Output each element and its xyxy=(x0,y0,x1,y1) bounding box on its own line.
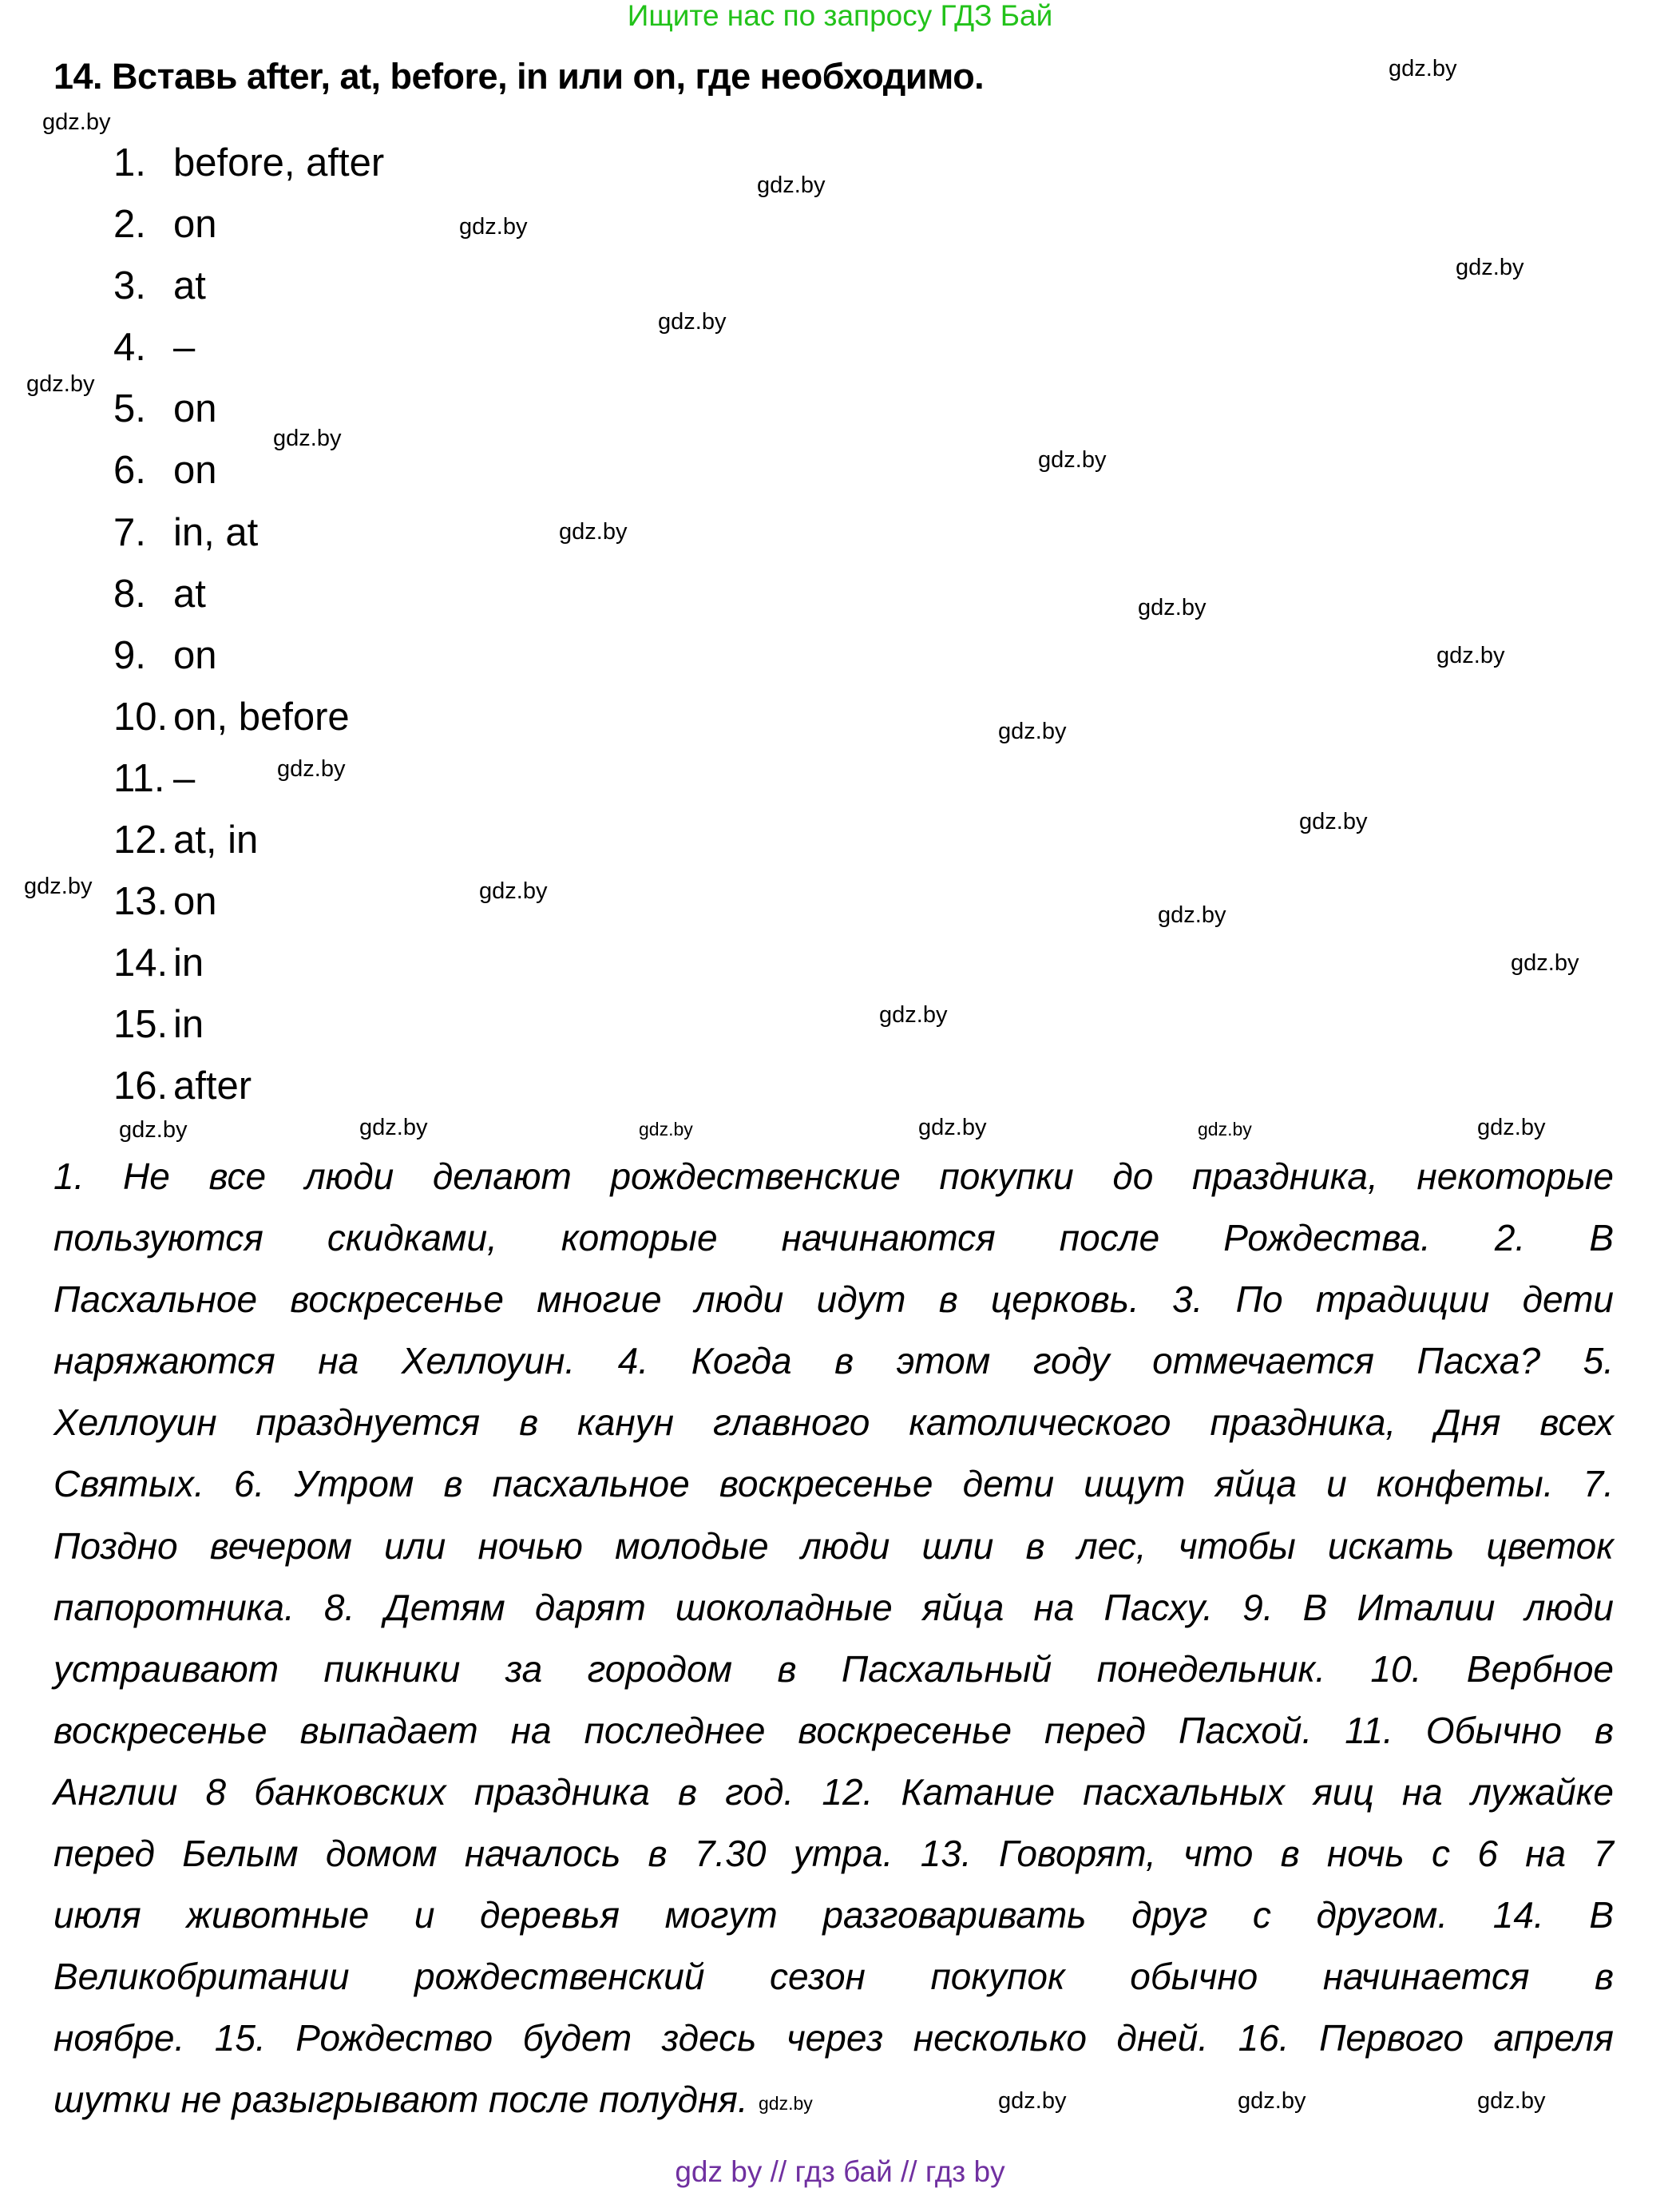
watermark: gdz.by xyxy=(42,109,111,135)
answer-number: 2. xyxy=(113,203,146,247)
answer-number: 15. xyxy=(113,1003,168,1047)
answer-item xyxy=(113,871,384,933)
answer-item xyxy=(113,133,384,194)
translation-line: Великобритании рождественский сезон покупок обычно начинается в xyxy=(53,1956,1614,1998)
answer-number: 7. xyxy=(113,510,146,554)
exercise-title: 14. Вставь after, at, before, in или on, где необходимо. xyxy=(53,56,985,97)
watermark: gdz.by xyxy=(1456,255,1524,280)
watermark: gdz.by xyxy=(479,878,548,904)
answer-text: on, before xyxy=(173,695,350,739)
answer-item xyxy=(113,564,384,625)
watermark: gdz.by xyxy=(1477,2088,1546,2114)
answer-item xyxy=(113,194,384,256)
answer-text: after xyxy=(173,1064,252,1108)
translation-line: устраивают пикники за городом в Пасхальный понедельник. 10. Вербное xyxy=(53,1647,1614,1690)
answer-text: in xyxy=(173,1003,204,1047)
watermark: gdz.by xyxy=(1138,595,1207,620)
watermark: gdz.by xyxy=(1238,2088,1306,2114)
watermark: gdz.by xyxy=(1477,1115,1546,1140)
translation-line: Хеллоуин празднуется в канун главного католического праздника, Дня всех xyxy=(53,1401,1614,1444)
answer-item xyxy=(113,440,384,501)
watermark: gdz.by xyxy=(1038,447,1107,473)
answer-item xyxy=(113,379,384,440)
answer-item xyxy=(113,810,384,871)
translation-line: шутки не разыгрывают после полудня. xyxy=(53,2079,748,2121)
translation-line: пользуются скидками, которые начинаются после Рождества. 2. В xyxy=(53,1217,1614,1259)
answer-text: at xyxy=(173,264,206,308)
translation-line: Пасхальное воскресенье многие люди идут в церковь. 3. По традиции дети xyxy=(53,1278,1614,1321)
answer-number: 16. xyxy=(113,1064,168,1108)
answer-text: on xyxy=(173,633,217,677)
answer-number: 8. xyxy=(113,572,146,616)
watermark: gdz.by xyxy=(757,172,826,198)
watermark: gdz.by xyxy=(359,1115,428,1140)
watermark: gdz.by xyxy=(658,309,727,335)
translation-line: Святых. 6. Утром в пасхальное воскресенье дети ищут яйца и конфеты. 7. xyxy=(53,1463,1614,1505)
answer-item xyxy=(113,933,384,994)
answer-text: on xyxy=(173,880,217,924)
translation-line: наряжаются на Хеллоуин. 4. Когда в этом году отмечается Пасха? 5. xyxy=(53,1340,1614,1382)
answer-text: before, after xyxy=(173,141,385,184)
translation-line: папоротника. 8. Детям дарят шоколадные яйца на Пасху. 9. В Италии люди xyxy=(53,1586,1614,1628)
translation-line: Поздно вечером или ночью молодые люди шли в лес, чтобы искать цветок xyxy=(53,1524,1614,1567)
answer-text: – xyxy=(173,756,196,800)
watermark: gdz.by xyxy=(1436,643,1505,668)
watermark: gdz.by xyxy=(459,214,528,240)
translation-line: 1. Не все люди делают рождественские покупки до праздника, некоторые xyxy=(53,1155,1614,1197)
answer-item xyxy=(113,994,384,1056)
watermark: gdz.by xyxy=(998,2088,1067,2114)
answer-item xyxy=(113,1056,384,1117)
translation-line: июля животные и деревья могут разговаривать друг с другом. 14. В xyxy=(53,1894,1614,1936)
watermark: gdz.by xyxy=(759,2093,813,2114)
answer-text: in, at xyxy=(173,510,259,554)
answer-text: on xyxy=(173,449,217,493)
answer-number: 6. xyxy=(113,449,146,493)
answer-item xyxy=(113,502,384,564)
answer-text: at xyxy=(173,572,206,616)
answer-item xyxy=(113,317,384,379)
answer-list xyxy=(113,133,384,1118)
watermark: gdz.by xyxy=(1511,950,1579,976)
answer-number: 3. xyxy=(113,264,146,308)
answer-number: 4. xyxy=(113,326,146,370)
watermark: gdz.by xyxy=(1198,1119,1252,1140)
answer-text: – xyxy=(173,326,196,370)
answer-item xyxy=(113,687,384,748)
watermark: gdz.by xyxy=(1299,809,1368,834)
watermark: gdz.by xyxy=(639,1119,693,1140)
answer-number: 11. xyxy=(113,756,165,800)
watermark: gdz.by xyxy=(26,371,95,397)
watermark: gdz.by xyxy=(918,1115,987,1140)
answer-text: in xyxy=(173,941,204,985)
answer-text: on xyxy=(173,203,217,247)
watermark: gdz.by xyxy=(998,719,1067,744)
translation-line: Англии 8 банковских праздника в год. 12. Катание пасхальных яиц на лужайке xyxy=(53,1770,1614,1813)
answer-number: 14. xyxy=(113,941,168,985)
watermark: gdz.by xyxy=(273,426,342,451)
answer-number: 10. xyxy=(113,695,168,739)
answer-number: 12. xyxy=(113,819,168,862)
watermark: gdz.by xyxy=(879,1002,948,1028)
translation-line: воскресенье выпадает на последнее воскресенье перед Пасхой. 11. Обычно в xyxy=(53,1709,1614,1751)
answer-item xyxy=(113,256,384,317)
translation-paragraph xyxy=(53,1146,1614,2131)
watermark: gdz.by xyxy=(1389,56,1457,81)
watermark: gdz.by xyxy=(277,756,346,782)
translation-line: ноябре. 15. Рождество будет здесь через несколько дней. 16. Первого апреля xyxy=(53,2017,1614,2059)
answer-text: at, in xyxy=(173,819,259,862)
watermark: gdz.by xyxy=(119,1117,188,1143)
answer-number: 13. xyxy=(113,880,168,924)
answer-number: 9. xyxy=(113,633,146,677)
watermark: gdz.by xyxy=(24,874,93,899)
watermark: gdz.by xyxy=(1158,902,1226,928)
footer-links[interactable]: gdz by // гдз бай // гдз by xyxy=(675,2155,1005,2188)
watermark: gdz.by xyxy=(559,519,628,545)
answer-number: 1. xyxy=(113,141,146,184)
answer-item xyxy=(113,625,384,687)
search-banner[interactable]: Ищите нас по запросу ГДЗ Бай xyxy=(627,0,1053,32)
answer-text: on xyxy=(173,387,217,431)
answer-number: 5. xyxy=(113,387,146,431)
translation-line: перед Белым домом началось в 7.30 утра. 13. Говорят, что в ночь с 6 на 7 xyxy=(53,1833,1614,1875)
